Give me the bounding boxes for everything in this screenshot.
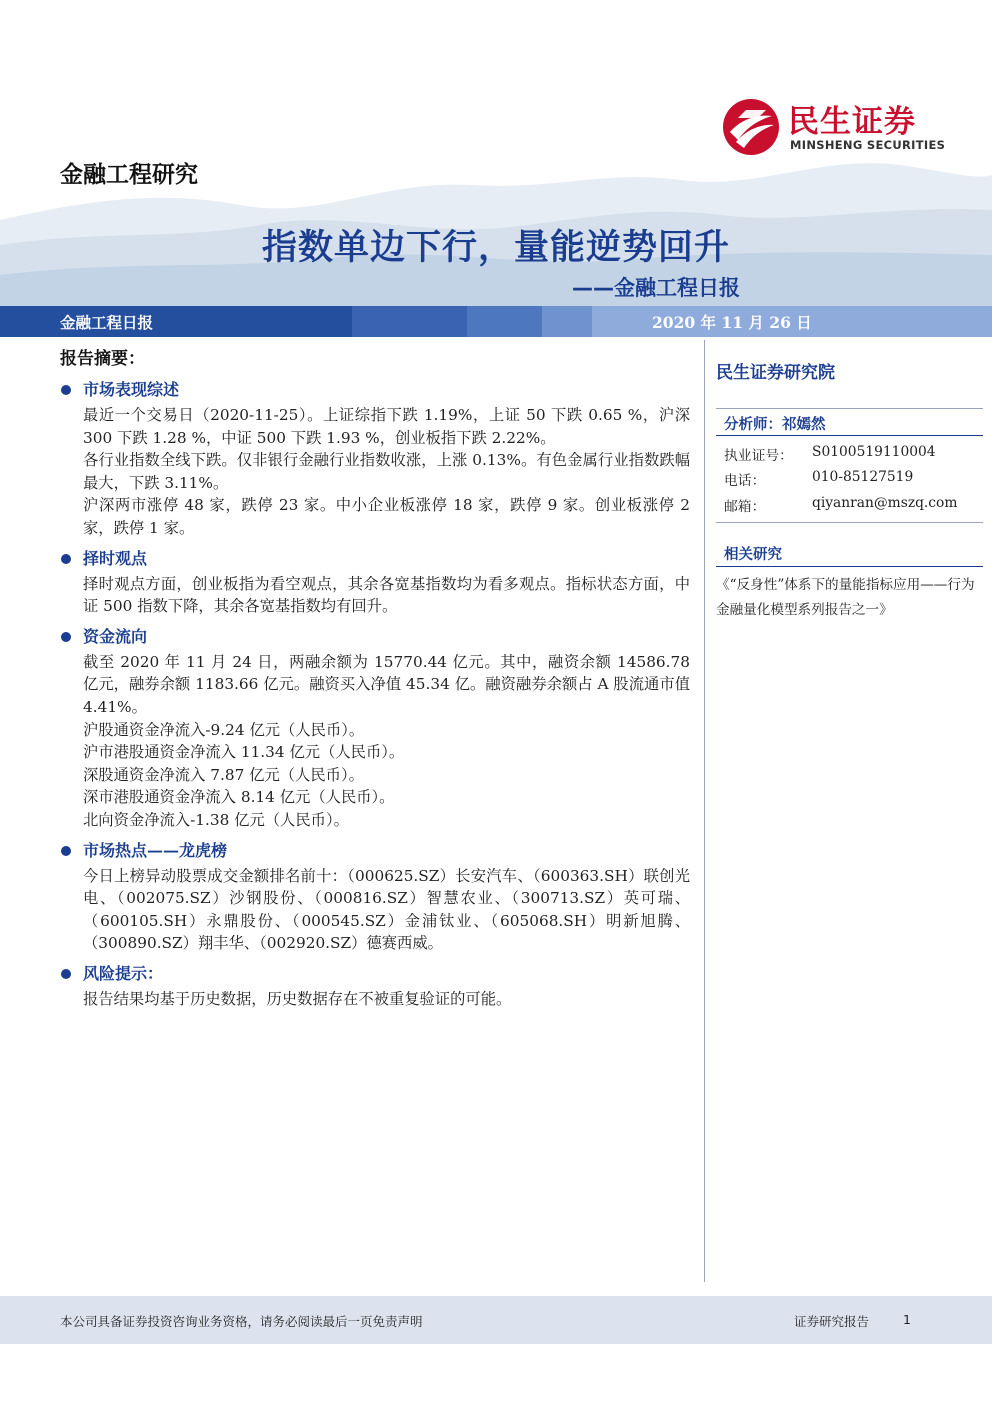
section-risk-warning xyxy=(60,960,690,1011)
paragraph: 深股通资金净流入 7.87 亿元（人民币）。 xyxy=(83,765,364,784)
section-title: 风险提示： xyxy=(83,963,164,983)
report-subtitle: ——金融工程日报 xyxy=(572,276,740,300)
summary-heading: 报告摘要： xyxy=(60,349,145,369)
paragraph: 北向资金净流入-1.38 亿元（人民币）。 xyxy=(83,810,349,829)
footer-report-label: 证券研究报告 xyxy=(794,1314,870,1329)
column-divider xyxy=(704,340,705,1282)
paragraph: 各行业指数全线下跌。仅非银行金融行业指数收涨，上涨 0.13%。有色金属行业指数跌幅最大，下跌 3.11%。 xyxy=(83,451,690,492)
paragraph: 最近一个交易日（2020-11-25）。上证综指下跌 1.19%，上证 50 下跌 0.65 %，沪深 300 下跌 1.28 %，中证 500 下跌 1.93 %，创业板指下跌 2.22%。 xyxy=(83,406,690,447)
divider xyxy=(716,566,983,567)
footer-disclaimer: 本公司具备证券投资咨询业务资格，请务必阅读最后一页免责声明 xyxy=(60,1314,423,1329)
section-title: 资金流向 xyxy=(83,626,148,646)
section-market-overview xyxy=(60,376,690,540)
summary-content xyxy=(60,376,690,1015)
bullet-icon xyxy=(61,969,71,979)
info-value: 010-85127519 xyxy=(812,469,914,485)
section-fund-flow xyxy=(60,623,690,832)
info-value: S0100519110004 xyxy=(812,444,936,460)
logo-text-cn: 民生证券 xyxy=(788,104,916,140)
analyst-name: 分析师：祁嫣然 xyxy=(724,416,826,433)
bullet-icon xyxy=(61,846,71,856)
report-title: 指数单边下行，量能逆势回升 xyxy=(261,228,730,268)
company-logo xyxy=(722,98,962,158)
logo-text-en: MINSHENG SECURITIES xyxy=(790,138,946,152)
info-value[interactable]: qiyanran@mszq.com xyxy=(812,495,958,511)
info-label: 邮箱： xyxy=(724,499,766,515)
title-band xyxy=(0,306,992,337)
bullet-icon xyxy=(61,554,71,564)
minsheng-emblem-icon xyxy=(722,98,780,156)
divider xyxy=(716,435,983,436)
report-category: 金融工程研究 xyxy=(60,162,198,188)
info-row-phone xyxy=(724,469,914,489)
band-report-type: 金融工程日报 xyxy=(60,313,154,332)
paragraph: 报告结果均基于历史数据，历史数据存在不被重复验证的可能。 xyxy=(83,989,512,1008)
section-timing-view xyxy=(60,545,690,618)
page-number: 1 xyxy=(903,1312,911,1327)
info-label: 电话： xyxy=(724,473,766,489)
section-title: 市场表现综述 xyxy=(83,380,180,399)
paragraph: 沪市港股通资金净流入 11.34 亿元（人民币）。 xyxy=(83,743,405,762)
divider xyxy=(716,522,983,523)
paragraph: 今日上榜异动股票成交金额排名前十：（000625.SZ）长安汽车、（600363.SH）联创光电、（002075.SZ）沙钢股份、（000816.SZ）智慧农业、（300713.SZ）英可瑞、（600105.SH）永鼎股份、（000545.SZ）金浦钛业、（605068.SH）明新旭腾、（300890.SZ）翔丰华、（002920.SZ）德赛西威。 xyxy=(83,866,690,953)
report-date: 2020 年 11 月 26 日 xyxy=(652,313,812,332)
section-hot-spots xyxy=(60,837,690,955)
section-title: 市场热点——龙虎榜 xyxy=(83,840,228,860)
paragraph: 截至 2020 年 11 月 24 日，两融余额为 15770.44 亿元。其中，融资余额 14586.78 亿元，融券余额 1183.66 亿元。融资买入净值 45.34 亿。融资融券余额占 A 股流通市值 4.41%。 xyxy=(83,652,690,716)
paragraph: 沪股通资金净流入-9.24 亿元（人民币）。 xyxy=(83,720,365,739)
research-institute: 民生证券研究院 xyxy=(716,363,835,383)
page-footer xyxy=(0,1296,992,1344)
paragraph: 择时观点方面，创业板指为看空观点，其余各宽基指数均为看多观点。指标状态方面，中证 500 指数下降，其余各宽基指数均有回升。 xyxy=(83,574,690,616)
paragraph: 深市港股通资金净流入 8.14 亿元（人民币）。 xyxy=(83,788,395,807)
paragraph: 沪深两市涨停 48 家，跌停 23 家。中小企业板涨停 18 家，跌停 9 家。创业板涨停 2 家，跌停 1 家。 xyxy=(83,496,690,537)
divider xyxy=(716,408,983,409)
related-research-title: 相关研究 xyxy=(724,546,782,563)
info-row-license xyxy=(724,444,936,464)
info-row-email xyxy=(724,495,958,515)
bullet-icon xyxy=(61,632,71,642)
info-label: 执业证号： xyxy=(724,448,793,464)
bullet-icon xyxy=(61,385,71,395)
section-title: 择时观点 xyxy=(83,548,148,568)
related-research-item[interactable]: 《“反身性”体系下的量能指标应用——行为金融量化模型系列报告之一》 xyxy=(716,577,975,618)
